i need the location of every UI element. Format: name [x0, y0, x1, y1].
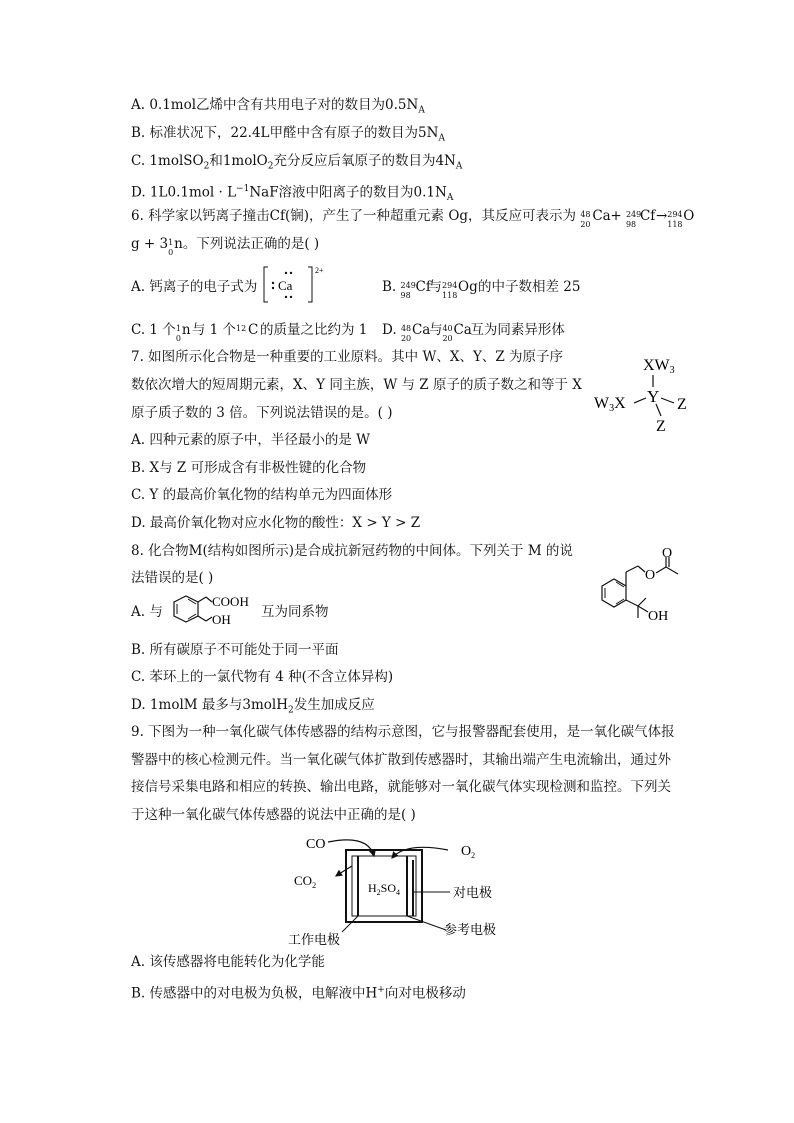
q6-option-b: B. 249 98 Cf 与 294 118 Og 的中子数相差 25 [382, 279, 581, 300]
q6-option-d: D. 48 20 Ca 与 40 20 Ca 互为同素异形体 [382, 322, 565, 343]
fig-w3x: W3X [594, 395, 626, 414]
q5-option-d: D. $1L0.1mol \cdot L^{-1}NaF$溶液中阳离子的数目为$0.1N_A$ [131, 184, 454, 204]
iso-ca48: 48 20 Ca [580, 208, 611, 229]
q7-option-c: C. Y 的最高价氧化物的结构单元为四面体形 [131, 487, 393, 503]
q9-stem-line4: 于这种一氧化碳气体传感器的说法中正确的是( ) [131, 807, 416, 823]
q5-option-a: A. 0.1mol乙烯中含有共用电子对的数目为$0.5N_A$ [131, 97, 425, 116]
iso-og294: 294 118 O [667, 208, 695, 229]
q8-option-a-suffix: 互为同系物 [261, 604, 329, 620]
q9-stem-line3: 接信号采集电路和相应的转换、输出电路，就能够对一氧化碳气体实现检测和监控。下列关 [131, 779, 671, 795]
oh-label: OH [212, 612, 231, 627]
q7-option-a: A. 四种元素的原子中，半径最小的是 W [131, 432, 370, 448]
counter-electrode-label: 对电极 [453, 885, 493, 900]
iso-cf249: 249 98 Cf [625, 208, 656, 229]
q5-option-c: C. 1molSO$_2$和1molO$_2$充分反应后氧原子的数目为$4N_A$ [131, 153, 463, 172]
q7-stem-line3: 原子质子数的 3 倍。下列说法错误的是。( ) [131, 405, 393, 421]
q5-option-b: B. 标准状况下，22.4L甲醛中含有原子的数目为$5N_A$ [131, 125, 445, 144]
q9-option-b: B. 传感器中的对电极为负极，电解液中H+向对电极移动 [131, 985, 466, 1002]
q6-option-c: C. 1 个 1 0 n 与 1 个 12 C 的质量之比约为 1 [131, 322, 368, 343]
calcium-ion-electron-formula [262, 264, 322, 306]
q9-stem-line1: 9. 下图为一种一氧化碳气体传感器的结构示意图，它与报警器配套使用，是一氧化碳气体报 [131, 724, 675, 740]
q7-option-b: B. X与 Z 可形成含有非极性键的化合物 [131, 460, 367, 476]
co2-label: $CO_2$ [294, 873, 317, 890]
carbonyl-oxygen: O [662, 546, 673, 561]
q7-stem-line1: 7. 如图所示化合物是一种重要的工业原料。其中 W、X、Y、Z 为原子序 [131, 349, 564, 365]
q6-option-a: A. 钙离子的电子式为 [131, 279, 258, 295]
hydroxyl-label: OH [648, 609, 669, 624]
working-electrode-label: 工作电极 [288, 932, 341, 947]
q8-option-c: C. 苯环上的一氯代物有 4 种(不含立体异构) [131, 669, 394, 685]
cooh-label: COOH [212, 594, 249, 609]
q8-option-a: A. 与 [131, 604, 163, 620]
h2so4-label: $H_2SO_4$ [368, 881, 401, 897]
fig-z-right: Z [677, 396, 687, 413]
q9-option-a: A. 该传感器将电能转化为化学能 [131, 954, 325, 970]
q9-stem-line2: 警器中的核心检测元件。当一氧化碳气体扩散到传感器时，其输出端产生电流输出，通过外 [131, 752, 671, 768]
q7-structure-figure [590, 352, 700, 434]
fig-xw3: XW3 [643, 357, 675, 376]
q7-option-d: D. 最高价氧化物对应水化物的酸性：X > Y > Z [131, 515, 421, 531]
ca-symbol: Ca [278, 278, 293, 293]
q8-option-d: D. 1molM 最多与3molH$_2$发生加成反应 [131, 697, 375, 716]
q6-stem-line1: 6. 科学家以钙离子撞击Cf(锎)，产生了一种超重元素 Og，其反应可表示为 48 20 Ca + 249 98 Cf → 294 118 O [131, 208, 695, 229]
compound-m-structure [594, 548, 700, 628]
fig-z-bottom: Z [656, 418, 666, 435]
ester-oxygen: O [645, 568, 656, 583]
q8-stem-line2: 法错误的是( ) [131, 570, 214, 586]
o2-label: $O_2$ [461, 844, 476, 860]
q7-stem-line2: 数依次增大的短周期元素，X、Y 同主族，W 与 Z 原子的质子数之和等于 X [131, 377, 582, 393]
ion-charge: 2+ [315, 266, 324, 275]
co-sensor-diagram [286, 830, 516, 952]
fig-y: Y [647, 387, 660, 406]
q8-stem-line1: 8. 化合物M(结构如图所示)是合成抗新冠药物的中间体。下列关于 M 的说 [131, 543, 573, 559]
q8-option-b: B. 所有碳原子不可能处于同一平面 [131, 642, 339, 658]
q8-option-a-structure [166, 592, 266, 632]
reference-electrode-label: 参考电极 [444, 922, 497, 937]
co-label: CO [306, 837, 326, 852]
q6-stem-line2: g + 3 1 0 n。下列说法正确的是( ) [131, 236, 320, 257]
